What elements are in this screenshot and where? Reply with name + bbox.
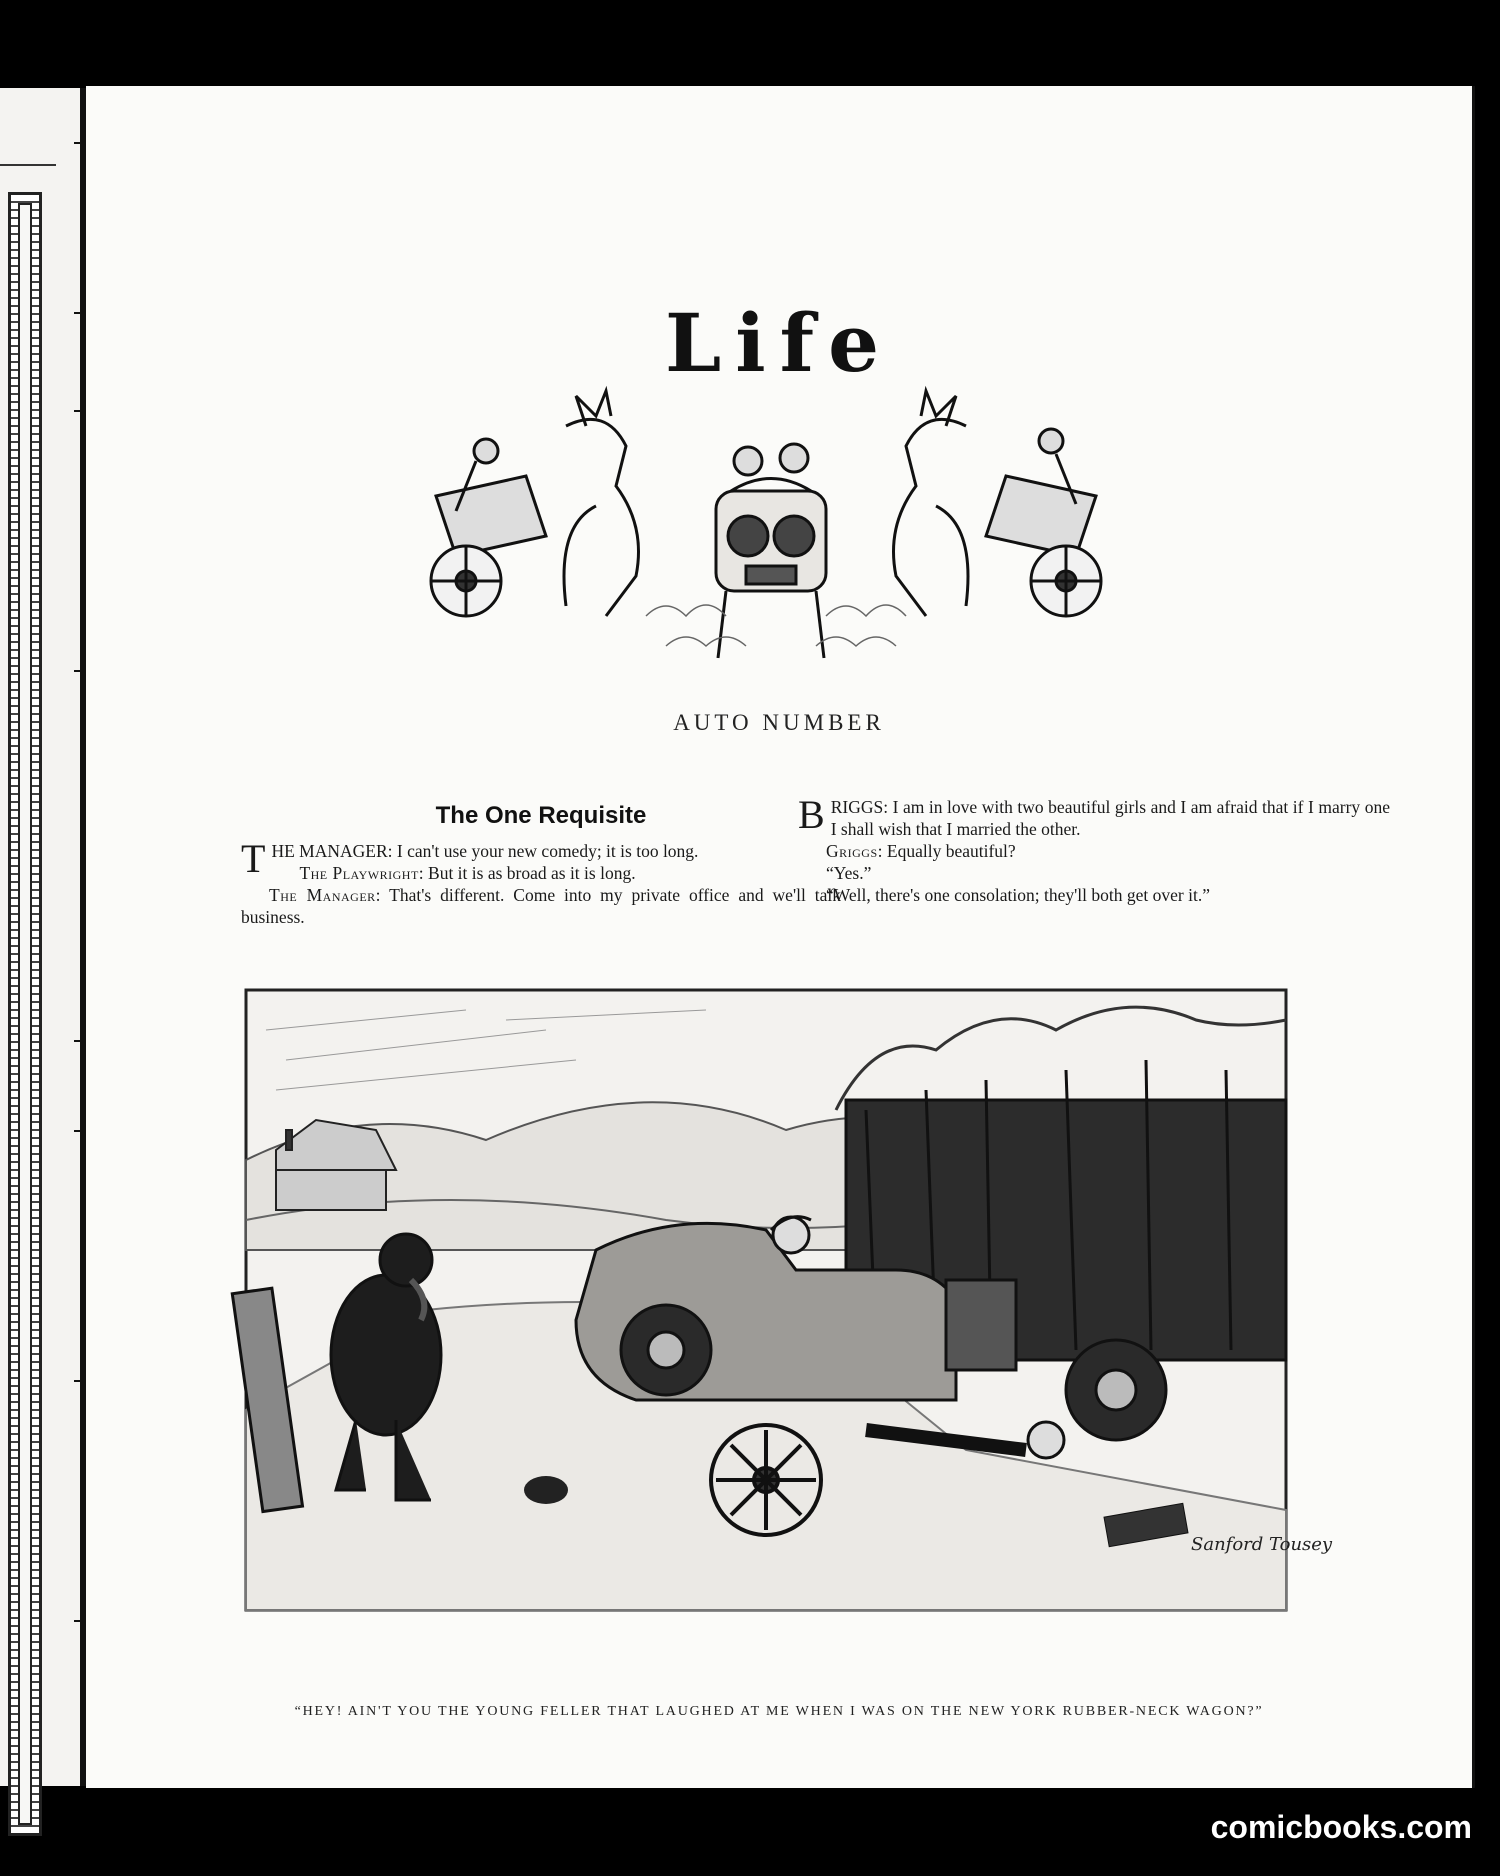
site-watermark: comicbooks.com bbox=[1210, 1809, 1472, 1845]
dialogue-text: : I am in love with two beautiful girls and I am afraid that if I marry one I shall wish that I married the other. bbox=[830, 797, 1390, 839]
speaker-name: Griggs bbox=[826, 841, 878, 861]
story-paragraph bbox=[798, 792, 1390, 840]
chariot-header-illustration bbox=[396, 366, 1136, 686]
story-paragraph bbox=[241, 884, 841, 928]
issue-subtitle: AUTO NUMBER bbox=[673, 710, 885, 735]
story-paragraph bbox=[798, 840, 1390, 862]
drop-cap: B bbox=[798, 792, 825, 837]
dialogue-text: : That's different. Come into my private office and we'll talk business. bbox=[241, 885, 841, 927]
story-one-requisite bbox=[241, 792, 841, 928]
speaker-name: RIGGS bbox=[830, 797, 884, 817]
speaker-name: HE MANAGER bbox=[271, 841, 388, 861]
left-chariot-drawing bbox=[431, 391, 639, 616]
story-paragraph: “Well, there's one consolation; they'll both get over it.” bbox=[826, 885, 1210, 905]
right-chariot-drawing bbox=[894, 391, 1102, 616]
speaker-name: The Playwright bbox=[299, 863, 419, 883]
central-car-drawing bbox=[716, 444, 826, 658]
story-title: The One Requisite bbox=[435, 802, 647, 829]
dialogue-text: : Equally beautiful? bbox=[877, 841, 1016, 861]
left-page-edge bbox=[0, 88, 80, 1786]
left-page-rule bbox=[0, 164, 56, 166]
dialogue-text: : I can't use your new comedy; it is too long. bbox=[387, 841, 699, 861]
artist-signature: Sanford Tousey bbox=[1191, 1534, 1333, 1555]
story-paragraph bbox=[241, 862, 841, 884]
left-page-border-frame bbox=[8, 192, 42, 1836]
story-paragraph: “Yes.” bbox=[826, 863, 872, 883]
masthead-title: Life bbox=[665, 296, 893, 390]
dialogue-text: : But it is as broad as it is long. bbox=[418, 863, 636, 883]
drop-cap: T bbox=[241, 836, 266, 881]
speaker-name: The Manager bbox=[269, 885, 376, 905]
loose-wheel bbox=[711, 1425, 821, 1535]
dropped-hat bbox=[524, 1476, 568, 1504]
story-briggs-griggs bbox=[798, 792, 1390, 906]
cartoon-caption: “HEY! AIN'T YOU THE YOUNG FELLER THAT LAUGHED AT ME WHEN I WAS ON THE NEW YORK RUBBER-NECK WAGON?” bbox=[294, 1704, 1264, 1719]
left-page-frame-inner bbox=[18, 203, 32, 1825]
smoke-clouds bbox=[646, 605, 906, 646]
cartoon-illustration bbox=[246, 990, 1333, 1610]
magazine-page bbox=[86, 86, 1475, 1788]
